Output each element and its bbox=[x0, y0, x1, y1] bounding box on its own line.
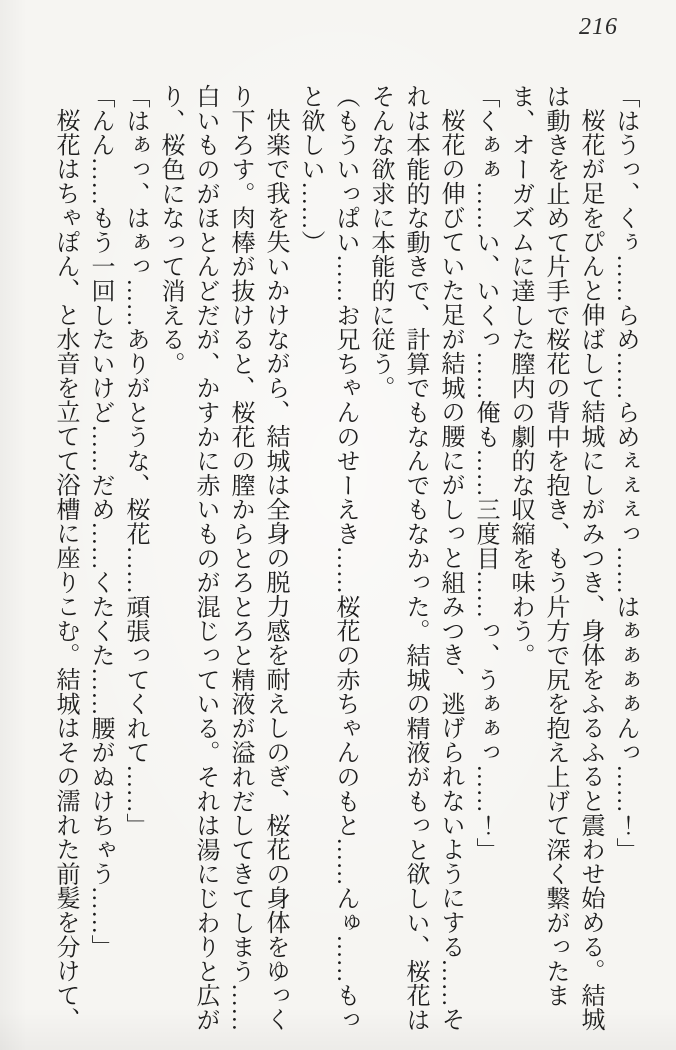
paragraph-narration: 桜花が足をぴんと伸ばして結城にしがみつき、身体をふるふると震わせ始める。結城は動きを止めて片手で桜花の背中を抱き、もう片方で尻を抱え上げて深く繋がったまま、オーガズムに達した膣内の劇的な収縮を味わう。 bbox=[507, 84, 603, 1032]
body-text bbox=[47, 84, 642, 1036]
paragraph-thought: （もういっぱい……お兄ちゃんのせーえき……桜花の赤ちゃんのもと……んゅ……もっと欲しい……） bbox=[297, 84, 358, 1032]
page-number: 216 bbox=[579, 14, 618, 40]
paragraph-narration: 快楽で我を失いかけながら、結城は全身の脱力感を耐えしのぎ、桜花の身体をゆっくり下ろす。肉棒が抜けると、桜花の膣からとろとろと精液が溢れだしてきてしまう……白いものがほとんどだが、かすかに赤いものが混じっている。それは湯にじわりと広がり、桜色になって消える。 bbox=[157, 84, 288, 1032]
paragraph-dialogue: 「はうっ、くぅ……らめ……らめぇぇぇっ……はぁぁぁぁんっ……！」 bbox=[612, 84, 638, 862]
paragraph-narration: 桜花はちゃぽん、と水音を立てて浴槽に座りこむ。結城はその濡れた前髪を分けて、 bbox=[52, 108, 78, 1032]
paragraph-dialogue: 「んん……もう一回したいけど……だめ……くたくた……腰がぬけちゃう……」 bbox=[87, 84, 113, 959]
paragraph-dialogue: 「くぁぁ……い、いくっ……俺も……三度目……っ、うぁぁっ……！」 bbox=[472, 84, 498, 862]
paragraph-narration: 桜花の伸びていた足が結城の腰にがしっと組みつき、逃げられないようにする……それは本能的な動きで、計算でもなんでもなかった。結城の精液がもっと欲しい、桜花はそんな欲求に本能的に従う。 bbox=[367, 84, 463, 1032]
paragraph-dialogue: 「はぁっ、はぁっ……ありがとうな、桜花……頑張ってくれて……」 bbox=[122, 84, 148, 838]
